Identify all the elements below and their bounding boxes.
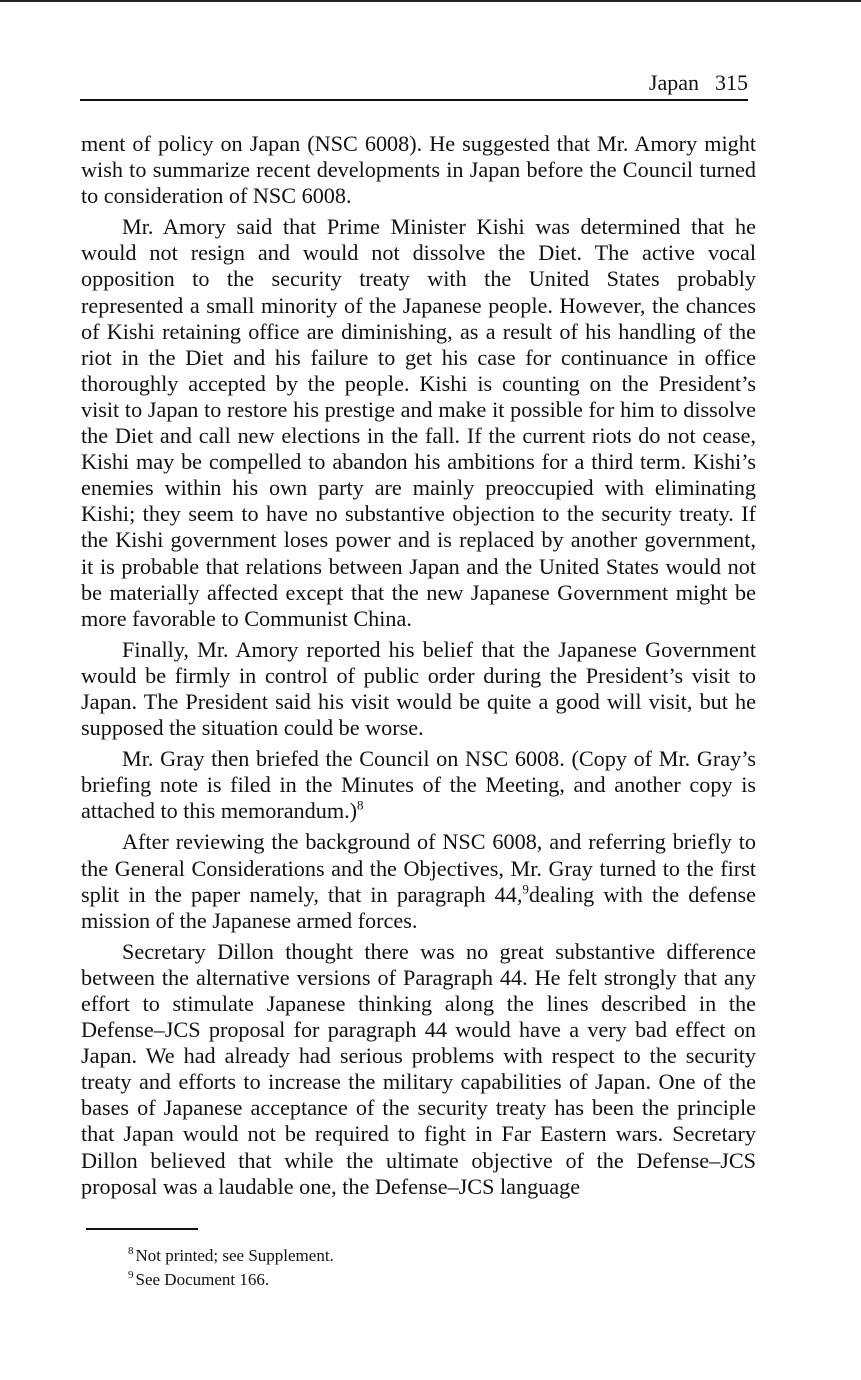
running-header xyxy=(80,68,748,98)
body-text xyxy=(81,131,756,1205)
footnote-text: See Document 166. xyxy=(135,1270,270,1289)
paragraph: ment of policy on Japan (NSC 6008). He suggested that Mr. Amory might wish to summarize recent developments in Japan before the Council turned to consideration of NSC 6008. xyxy=(81,131,756,209)
paragraph: Mr. Gray then briefed the Council on NSC 6008. (Copy of Mr. Gray’s briefing note is filed in the Minutes of the Meeting, and another copy is attached to this memorandum.)$^8$ xyxy=(81,746,756,824)
paragraph: Mr. Amory said that Prime Minister Kishi was determined that he would not resign and would not dissolve the Diet. The active vocal opposition to the security treaty with the United States probably represented a small minority of the Japanese people. However, the chances of Kishi retaining office are diminishing, as a result of his handling of the riot in the Diet and his failure to get his case for continuance in office thoroughly accepted by the people. Kishi is counting on the President’s visit to Japan to restore his prestige and make it possible for him to dissolve the Diet and call new elections in the fall. If the current riots do not cease, Kishi may be compelled to abandon his ambitions for a third term. Kishi’s enemies within his own party are mainly preoccupied with eliminating Kishi; they seem to have no substantive objection to the security treaty. If the Kishi government loses power and is replaced by another government, it is probable that relations between Japan and the United States would not be materially affected except that the new Japanese Government might be more favorable to Communist China. xyxy=(81,214,756,631)
page-top-edge xyxy=(0,0,861,2)
footnote-ref: 9 xyxy=(522,881,529,897)
footnotes xyxy=(128,1244,728,1292)
page-number: 315 xyxy=(715,70,748,95)
footnote-ref: 8 xyxy=(357,797,364,813)
section-title: Japan xyxy=(648,70,699,95)
paragraph: After reviewing the background of NSC 6008, and referring briefly to the General Considerations and the Objectives, Mr. Gray turned to the first split in the paper namely, that in paragraph 44,$^9$dealing with the defense mission of the Japanese armed forces. xyxy=(81,829,756,933)
footnote xyxy=(128,1244,728,1268)
header-rule xyxy=(80,99,748,101)
footnote-number: 9 xyxy=(128,1269,134,1282)
paragraph: Secretary Dillon thought there was no great substantive difference between the alternative versions of Paragraph 44. He felt strongly that any effort to stimulate Japanese thinking along the lines described in the Defense–JCS proposal for paragraph 44 would have a very bad effect on Japan. We had already had serious problems with respect to the security treaty and efforts to increase the military capabilities of Japan. One of the bases of Japanese acceptance of the security treaty has been the principle that Japan would not be required to fight in Far Eastern wars. Secretary Dillon believed that while the ultimate objective of the Defense–JCS proposal was a laudable one, the Defense–JCS language xyxy=(81,938,756,1199)
footnote-text: Not printed; see Supplement. xyxy=(135,1246,334,1265)
footnote-number: 8 xyxy=(128,1245,134,1258)
paragraph: Finally, Mr. Amory reported his belief that the Japanese Government would be firmly in control of public order during the President’s visit to Japan. The President said his visit would be quite a good will visit, but he supposed the situation could be worse. xyxy=(81,636,756,741)
footnote-rule xyxy=(86,1228,198,1230)
footnote xyxy=(128,1268,728,1292)
